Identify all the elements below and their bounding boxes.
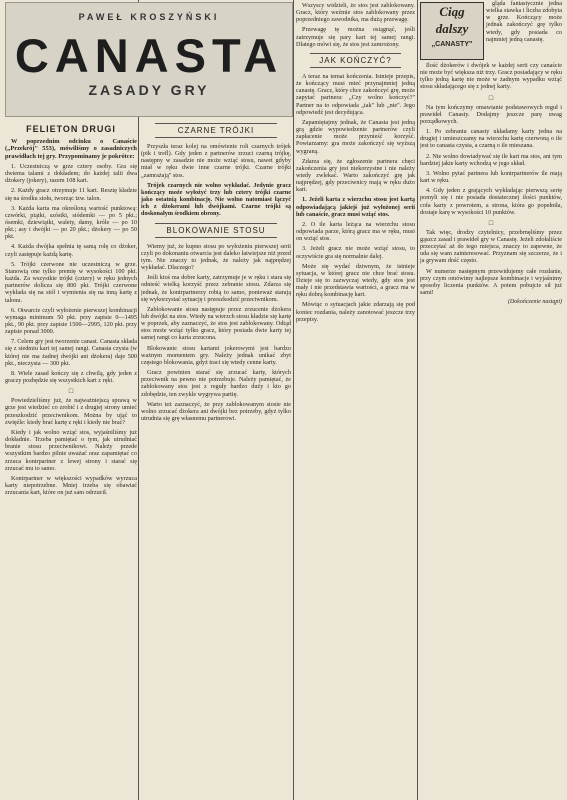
- continuation-box: [420, 2, 484, 60]
- paragraph: gląda fantastycznie jedna wielka stawka i liczba zdobyta w grze. Kończący może jednak zakończyć grę tylko wtedy, gdy posiada co najmniej jedną canastę.: [486, 0, 562, 43]
- paragraph: Kiedy i jak wolno wziąć stos, wyjaśniliśmy już dokładnie. Trzeba pamiętać o tym, jak utrudniać branie stosu przeciwnikowi. Należy przede wszystkim bardzo pilnie uważać oraz zapamiętać co zrzuca kontrpartner z lewej strony i starać się zrzucać mu to samo.: [5, 428, 137, 472]
- paragraph: Kontrpartner w większości wypadków wyrzuca karty niepotrzebne. Mniej trzeba się obawiać zrzucania kart, które on już sam odrzucił.: [5, 474, 137, 497]
- paragraph: Trójek czarnych nie wolno wykładać. Jedynie gracz kończący może wyłożyć trzy lub cztery trójki czarne jako ostatnią kombinację. Nie wolno natomiast łączyć ich z dżokerami lub dwójkami. Czarne trójki są doskonałym środkiem obrony.: [141, 181, 291, 218]
- paragraph: 5. Trójki czerwone nie uczestniczą w grze. Stanowią one tylko premię w wysokości 100 pkt. każda. Za wszystkie trójki (cztery) w ręku jednych partnerów dolicza się 800 pkt. Trójki czerwone wykłada się na stół i wymienia się na inną kartę z talonu.: [5, 260, 137, 304]
- continuation-text-block: [486, 0, 562, 46]
- subheading-czarne-trojki: CZARNE TRÓJKI: [155, 123, 277, 138]
- article-title: CANASTA: [14, 29, 284, 82]
- paragraph: Wszyscy widzieli, że stos jest zablokowany. Gracz, który weźmie stos zablokowany przez poprzedniego zawodnika, ma dużą przewagę.: [296, 2, 415, 24]
- column-4-body: [420, 62, 562, 305]
- column-rule: [138, 0, 139, 800]
- column-2: [141, 118, 291, 798]
- paragraph: A teraz na temat kończenia. Istnieje przepis, że kończący musi mieć przynajmniej jedną canastę. Gracz, który chce zakończyć grę, może zapytać partnera: „Czy wolno kończyć?" Partner na to odpowiada „tak" lub „nie". Jego odpowiedź jest decydująca.: [296, 72, 415, 116]
- paragraph: 1. Po zebraniu canasty układamy karty jedna na drugiej i umieszczamy na wierzchu kartę czerwoną o ile jest to canasta czysta, a czarną o ile mieszana.: [420, 128, 562, 150]
- paragraph: Jeśli ktoś ma dobre karty, zatrzymuje je w ręku i stara się odnieść wielką korzyść przez zebranie stosu. Zdarza się jednak, że kontrpartnerzy robią to samo, ponieważ starają się wykorzystać sytuację i przeszkodzić przeciwnikom.: [141, 274, 291, 303]
- paragraph: Powiedzieliśmy już, że najważniejszą sprawą w grze jest wiedzieć co zrobić i z drugiej strony umieć przeszkodzić przeciwnikom. Można by ująć to zwięźle: kiedy brać kartę z ręki i kiedy nie brać?: [5, 397, 137, 426]
- paragraph: Gracz powinien starać się zrzucać karty, których przeciwnik na pewno nie potrzebuje. Należy pamiętać, że zablokowany stos jest z reguły bardzo duży i kto go zdobędzie, ten zwykle wygrywa partię.: [141, 369, 291, 398]
- paragraph: 2. Każdy gracz otrzymuje 11 kart. Resztę kładzie się na środku stołu, tworząc tzw. talon.: [5, 187, 137, 202]
- author-name: PAWEŁ KROSZYŃSKI: [78, 12, 220, 22]
- paragraph: Ilość dżokerów i dwójek w każdej serii czy canaście nie może być większa niż trzy. Gracz posiadający w ręku tylko jedną kartę nie może w żadnym wypadku wziąć stosu składającego się z jednej karty.: [420, 62, 562, 91]
- to-be-continued-note: (Dokończenie nastąpi): [507, 299, 562, 306]
- paragraph: Przewagę tę można osiągnąć, jeśli zatrzymuje się pary kart tej samej rangi. Dlatego mówi się, że stos jest zamrożony.: [296, 26, 415, 48]
- column-rule: [417, 0, 418, 800]
- column-4: [420, 0, 562, 800]
- paragraph: Blokowanie stosu kartami jokerowymi jest bardzo ważnym momentem gry. Należy jednak unikać zbyt częstego blokowania, gdyż traci się wtedy cenne karty.: [141, 344, 291, 366]
- title-banner: [5, 2, 293, 117]
- paragraph: 2. O ile karta leżąca na wierzchu stosu odpowiada parze, którą gracz ma w ręku, musi on wziąć stos.: [296, 220, 415, 243]
- paragraph: Mówiąc o sytuacjach jakie zdarzają się pod koniec rozdania, należy zanotować jeszcze trzy przepisy.: [296, 301, 415, 323]
- paragraph: Zdarza się, że zgłoszenie partnera chęci zakończenia gry jest niekorzystne i nie należy wtedy zwlekać. Warto zakończyć grę jak najprędzej, gdy przeciwnicy mają w ręku dużo kart.: [296, 157, 415, 194]
- section-heading: FELIETON DRUGI: [26, 124, 116, 134]
- paragraph: W numerze następnym przewidujemy całe rozdanie, przy czym omówimy najlepsze kombinacje i wyjaśnimy sposoby liczenia punktów. A potem pobujcie sił już sami!: [420, 267, 562, 297]
- section-separator: □: [488, 93, 494, 102]
- paragraph: 7. Celem gry jest tworzenie canast. Canasta składa się z siedmiu kart tej samej rangi. Canasta czysta (w której nie ma żadnej dwójki ani dżokera) daje 500 pkt., nieczysta — 300 pkt.: [5, 338, 137, 367]
- paragraph: Może się wydać dziwnym, że istnieje sytuacja, w której gracz nie chce brać stosu. Dzieje się to zazwyczaj wtedy, gdy stos jest mały i nie przedstawia wartości, a gracz ma w ręku dobrą kombinację kart.: [296, 262, 415, 299]
- lead-paragraph: W poprzednim odcinku o Canaście („Przekrój" 553), mówiliśmy o zasadniczych prawidłach tej gry. Przypominamy je pokrótce:: [5, 138, 137, 160]
- paragraph: Zapamiętajmy jednak, że Canasta jest jedną grą gdzie wypowiedzenie partnerów czyli zapłacenie może przynieść korzyść. Powtarzamy: gra może zakończyć się wyższą wygraną.: [296, 118, 415, 155]
- paragraph: 8. Wiele zasad kończy się z chwilą, gdy jeden z graczy pozbędzie się wszystkich kart z ręki.: [5, 369, 137, 385]
- paragraph: 4. Każda dwójka spełnia tę samą rolę co dżoker, czyli zastępuje każdą kartę.: [5, 243, 137, 258]
- paragraph: Na tym kończymy omawianie podstawowych reguł i prawideł Canasty. Dodajmy jeszcze parę uwag porządkowych.: [420, 103, 562, 125]
- subheading-blokowanie-stosu: BLOKOWANIE STOSU: [155, 223, 277, 238]
- paragraph: Warto też zaznaczyć, że przy zablokowanym stosie nie wolno zrzucać dżokera ani dwójki bez potrzeby, gdyż tylko utrudnia się grę własnemu partnerowi.: [141, 400, 291, 422]
- paragraph: Zablokowanie stosu następuje przez zrzucenie dżokera lub dwójki na stos. Wtedy na wierzch stosu kładzie się kartę w poprzek, aby zaznaczyć, że stos jest zablokowany. Odtąd stos może wziąć tylko gracz, który posiada dwie karty tej samej rangi co karta zrzucona.: [141, 305, 291, 342]
- paragraph: 2. Nie wolno dowiadywać się ile kart ma stos, ani tym bardziej jakie karty wchodzą w jego skład.: [420, 152, 562, 167]
- section-separator: □: [68, 387, 74, 396]
- article-subtitle: ZASADY GRY: [88, 82, 210, 98]
- paragraph: 3. Wolno pytać partnera lub kontrpartnerów ile mają kart w ręku.: [420, 169, 562, 185]
- paragraph: Przyszła teraz kolej na omówienie roli czarnych trójek (pik i trefl). Gdy jeden z partnerów zrzuci czarną trójkę, następny w zasadzie nie może wziąć stosu, nawet gdyby miał w ręku dwie inne czarne trójki. Czarne trójki „zamrażają" stos.: [141, 143, 291, 179]
- paragraph: 3. Każda karta ma określoną wartość punktową: czwórki, piątki, szóstki, siódemki — po 5 pkt.; ósemki, dziewiątki, walety, damy, króle — po 10 pkt.; asy i dwójki — po 20 pkt.; dżokery — po 50 pkt.: [5, 204, 137, 241]
- paragraph: Wiemy już, że kupno stosu po wyłożeniu pierwszej serii czyli po dokonaniu otwarcia jest daleko łatwiejsze niż przed tym. Nie znaczy to jednak, że należy jak najprędzej wykładać. Dlaczego?: [141, 242, 291, 272]
- paragraph: 4. Gdy jeden z grających wykładając pierwszą serię pomyli się i nie posiada dostatecznej ilości punktów, cofa karty z powrotem, a strona, która go popełniła, dostaje karę w wysokości 10 punktów.: [420, 187, 562, 216]
- continuation-word-1: Ciąg: [439, 4, 465, 19]
- column-3: [296, 2, 415, 798]
- paragraph: 3. Jeżeli gracz nie może wziąć stosu, to oczywiście gra się normalnie dalej.: [296, 245, 415, 260]
- paragraph: 6. Otwarcie czyli wyłożenie pierwszej kombinacji wymaga minimum 50 pkt. przy zapisie 0—1495 pkt., 90 pkt. przy zapisie 1500—2995, 120 pkt. przy zapisie ponad 3000.: [5, 306, 137, 336]
- continuation-word-2: dalszy: [435, 21, 469, 36]
- column-rule: [293, 0, 294, 800]
- subheading-jak-konczyc: JAK KOŃCZYĆ?: [310, 53, 401, 68]
- column-1: [5, 118, 137, 798]
- paragraph: 1. Jeżeli karta z wierzchu stosu jest kartą odpowiadającą jakiejś już wyłożonej serii lub canaście, gracz musi wziąć stos.: [296, 196, 415, 218]
- continuation-title: „CANASTY": [431, 41, 473, 48]
- section-separator: □: [488, 218, 494, 227]
- paragraph: Tak więc, drodzy czytelnicy, przebrnęliśmy przez gąszcz zasad i prawideł gry w Canastę. Jeżeli zdołaliście przeczytać aż do tego miejsca, znaczy to zapewne, że uda się wam zainteresować. Przyznam się szczerze, że i ja grywam dość często.: [420, 228, 562, 265]
- paragraph: 1. Uczestniczą w grze cztery osoby. Gra się dwiema talami z dokładem; do każdej talii dwa dżokery (jokery), razem 108 kart.: [5, 162, 137, 185]
